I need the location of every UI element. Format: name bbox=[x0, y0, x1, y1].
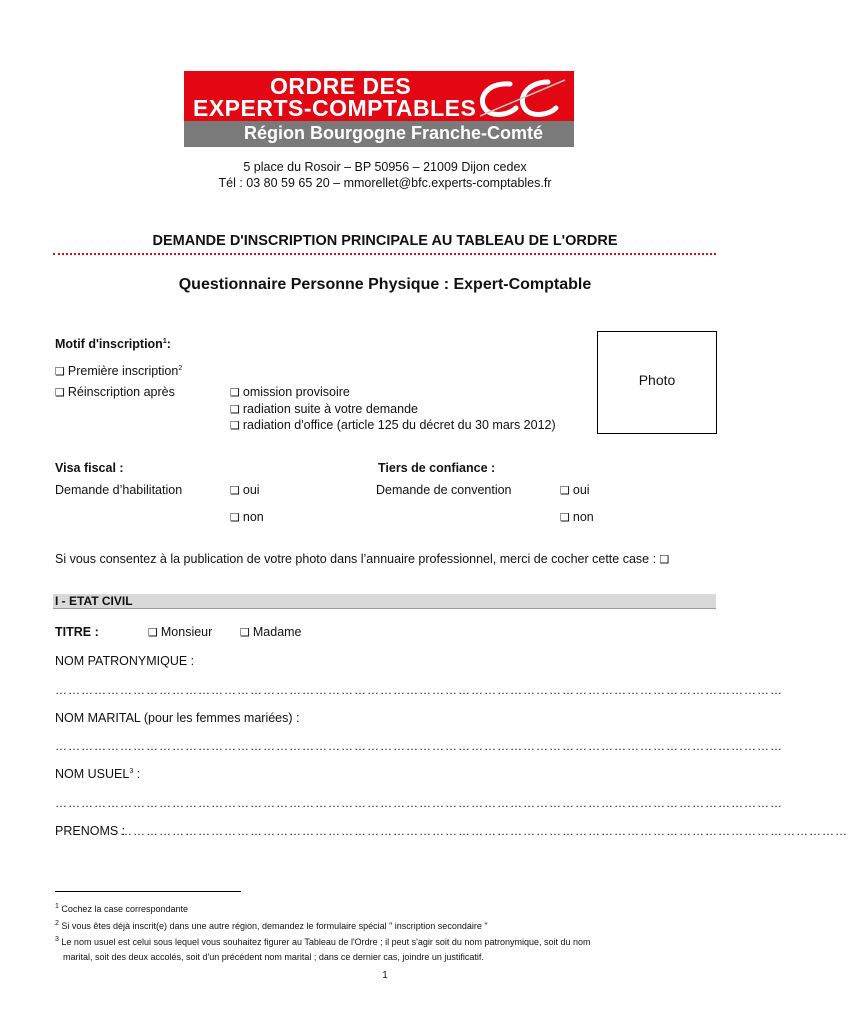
photo-label: Photo bbox=[638, 372, 676, 388]
checkbox-icon[interactable]: ❑ bbox=[560, 511, 570, 524]
photo-box[interactable] bbox=[597, 331, 717, 434]
header-contact: Tél : 03 80 59 65 20 – mmorellet@bfc.experts-comptables.fr bbox=[218, 176, 552, 190]
checkbox-omission[interactable]: ❑ omission provisoire bbox=[230, 385, 350, 399]
footnote-divider bbox=[55, 891, 241, 892]
checkbox-monsieur[interactable]: ❑ Monsieur bbox=[148, 625, 213, 639]
checkbox-icon[interactable]: ❑ bbox=[230, 511, 240, 524]
checkbox-icon[interactable]: ❑ bbox=[230, 484, 240, 497]
page-number: 1 bbox=[382, 970, 388, 981]
logo-line1: ORDRE DES bbox=[270, 73, 412, 99]
nom-usuel-label: NOM USUEL$^3$ : bbox=[55, 767, 141, 781]
consent-text: Si vous consentez à la publication de votre photo dans l’annuaire professionnel, merci de cocher cette case : ❑ bbox=[55, 552, 670, 566]
checkbox-visa-oui[interactable]: ❑ oui bbox=[230, 483, 260, 497]
logo-line2: EXPERTS-COMPTABLES bbox=[193, 95, 477, 121]
prenoms-label: PRENOMS : bbox=[55, 824, 126, 838]
prenoms-field[interactable]: …………………………………………………………………………………………………………………………………………………… bbox=[120, 824, 848, 838]
titre-label: TITRE : bbox=[55, 625, 99, 639]
logo-region-text: Région Bourgogne Franche-Comté bbox=[244, 123, 544, 143]
title-divider bbox=[53, 253, 716, 255]
visa-demande-label: Demande d’habilitation bbox=[55, 483, 183, 497]
checkbox-icon[interactable]: ❑ bbox=[230, 419, 240, 432]
checkbox-tiers-non[interactable]: ❑ non bbox=[560, 510, 594, 524]
footnote-3-continued: marital, soit des deux accolés, soit d'un précédent nom marital ; dans ce dernier cas, joindre un justificatif. bbox=[63, 951, 484, 962]
nom-usuel-field[interactable]: …………………………………………………………………………………………………………………………………………………… bbox=[55, 796, 783, 810]
footnote-2: $^2$ Si vous êtes déjà inscrit(e) dans une autre région, demandez le formulaire spécial " inscription secondaire " bbox=[55, 919, 488, 931]
nom-marital-label: NOM MARITAL (pour les femmes mariées) : bbox=[55, 711, 300, 725]
header-address: 5 place du Rosoir – BP 50956 – 21009 Dijon cedex bbox=[243, 160, 527, 174]
checkbox-icon[interactable]: ❑ bbox=[240, 626, 250, 639]
checkbox-icon[interactable]: ❑ bbox=[148, 626, 158, 639]
footnote-3: $^3$ Le nom usuel est celui sous lequel vous souhaitez figurer au Tableau de l'Ordre ; il peut s'agir soit du nom patronymique, soit du nom bbox=[55, 936, 591, 947]
checkbox-tiers-oui[interactable]: ❑ oui bbox=[560, 483, 590, 497]
checkbox-icon[interactable]: ❑ bbox=[230, 386, 240, 399]
checkbox-icon[interactable]: ❑ bbox=[55, 365, 65, 378]
visa-fiscal-title: Visa fiscal : bbox=[55, 461, 124, 475]
nom-marital-field[interactable]: …………………………………………………………………………………………………………………………………………………… bbox=[55, 739, 783, 753]
checkbox-icon[interactable]: ❑ bbox=[560, 484, 570, 497]
nom-patronymique-label: NOM PATRONYMIQUE : bbox=[55, 654, 195, 668]
checkbox-icon[interactable]: ❑ bbox=[230, 403, 240, 416]
section-title-etat-civil: I - ETAT CIVIL bbox=[55, 594, 133, 608]
tiers-confiance-title: Tiers de confiance : bbox=[378, 461, 496, 475]
footnote-1: $^1$ Cochez la case correspondante bbox=[55, 903, 188, 914]
tiers-demande-label: Demande de convention bbox=[376, 483, 512, 497]
section-bar bbox=[53, 594, 716, 609]
footnotes bbox=[55, 900, 715, 964]
checkbox-premiere-inscription[interactable]: ❑ Première inscription$^2$ bbox=[55, 364, 183, 378]
checkbox-consent-icon[interactable]: ❑ bbox=[659, 553, 670, 566]
checkbox-visa-non[interactable]: ❑ non bbox=[230, 510, 264, 524]
checkbox-radiation-office[interactable]: ❑ radiation d'office (article 125 du décret du 30 mars 2012) bbox=[230, 418, 556, 432]
page-title: DEMANDE D'INSCRIPTION PRINCIPALE AU TABLEAU DE L'ORDRE bbox=[152, 233, 618, 249]
nom-patronymique-field[interactable]: …………………………………………………………………………………………………………………………………………………… bbox=[55, 683, 783, 697]
checkbox-icon[interactable]: ❑ bbox=[55, 386, 65, 399]
checkbox-reinscription[interactable]: ❑ Réinscription après bbox=[55, 385, 175, 399]
motif-label: Motif d'inscription$^1$: bbox=[55, 337, 171, 351]
checkbox-madame[interactable]: ❑ Madame bbox=[240, 625, 302, 639]
checkbox-radiation-demande[interactable]: ❑ radiation suite à votre demande bbox=[230, 402, 418, 416]
page-subtitle: Questionnaire Personne Physique : Expert-Comptable bbox=[178, 276, 592, 293]
logo-cc-icon bbox=[470, 76, 570, 120]
